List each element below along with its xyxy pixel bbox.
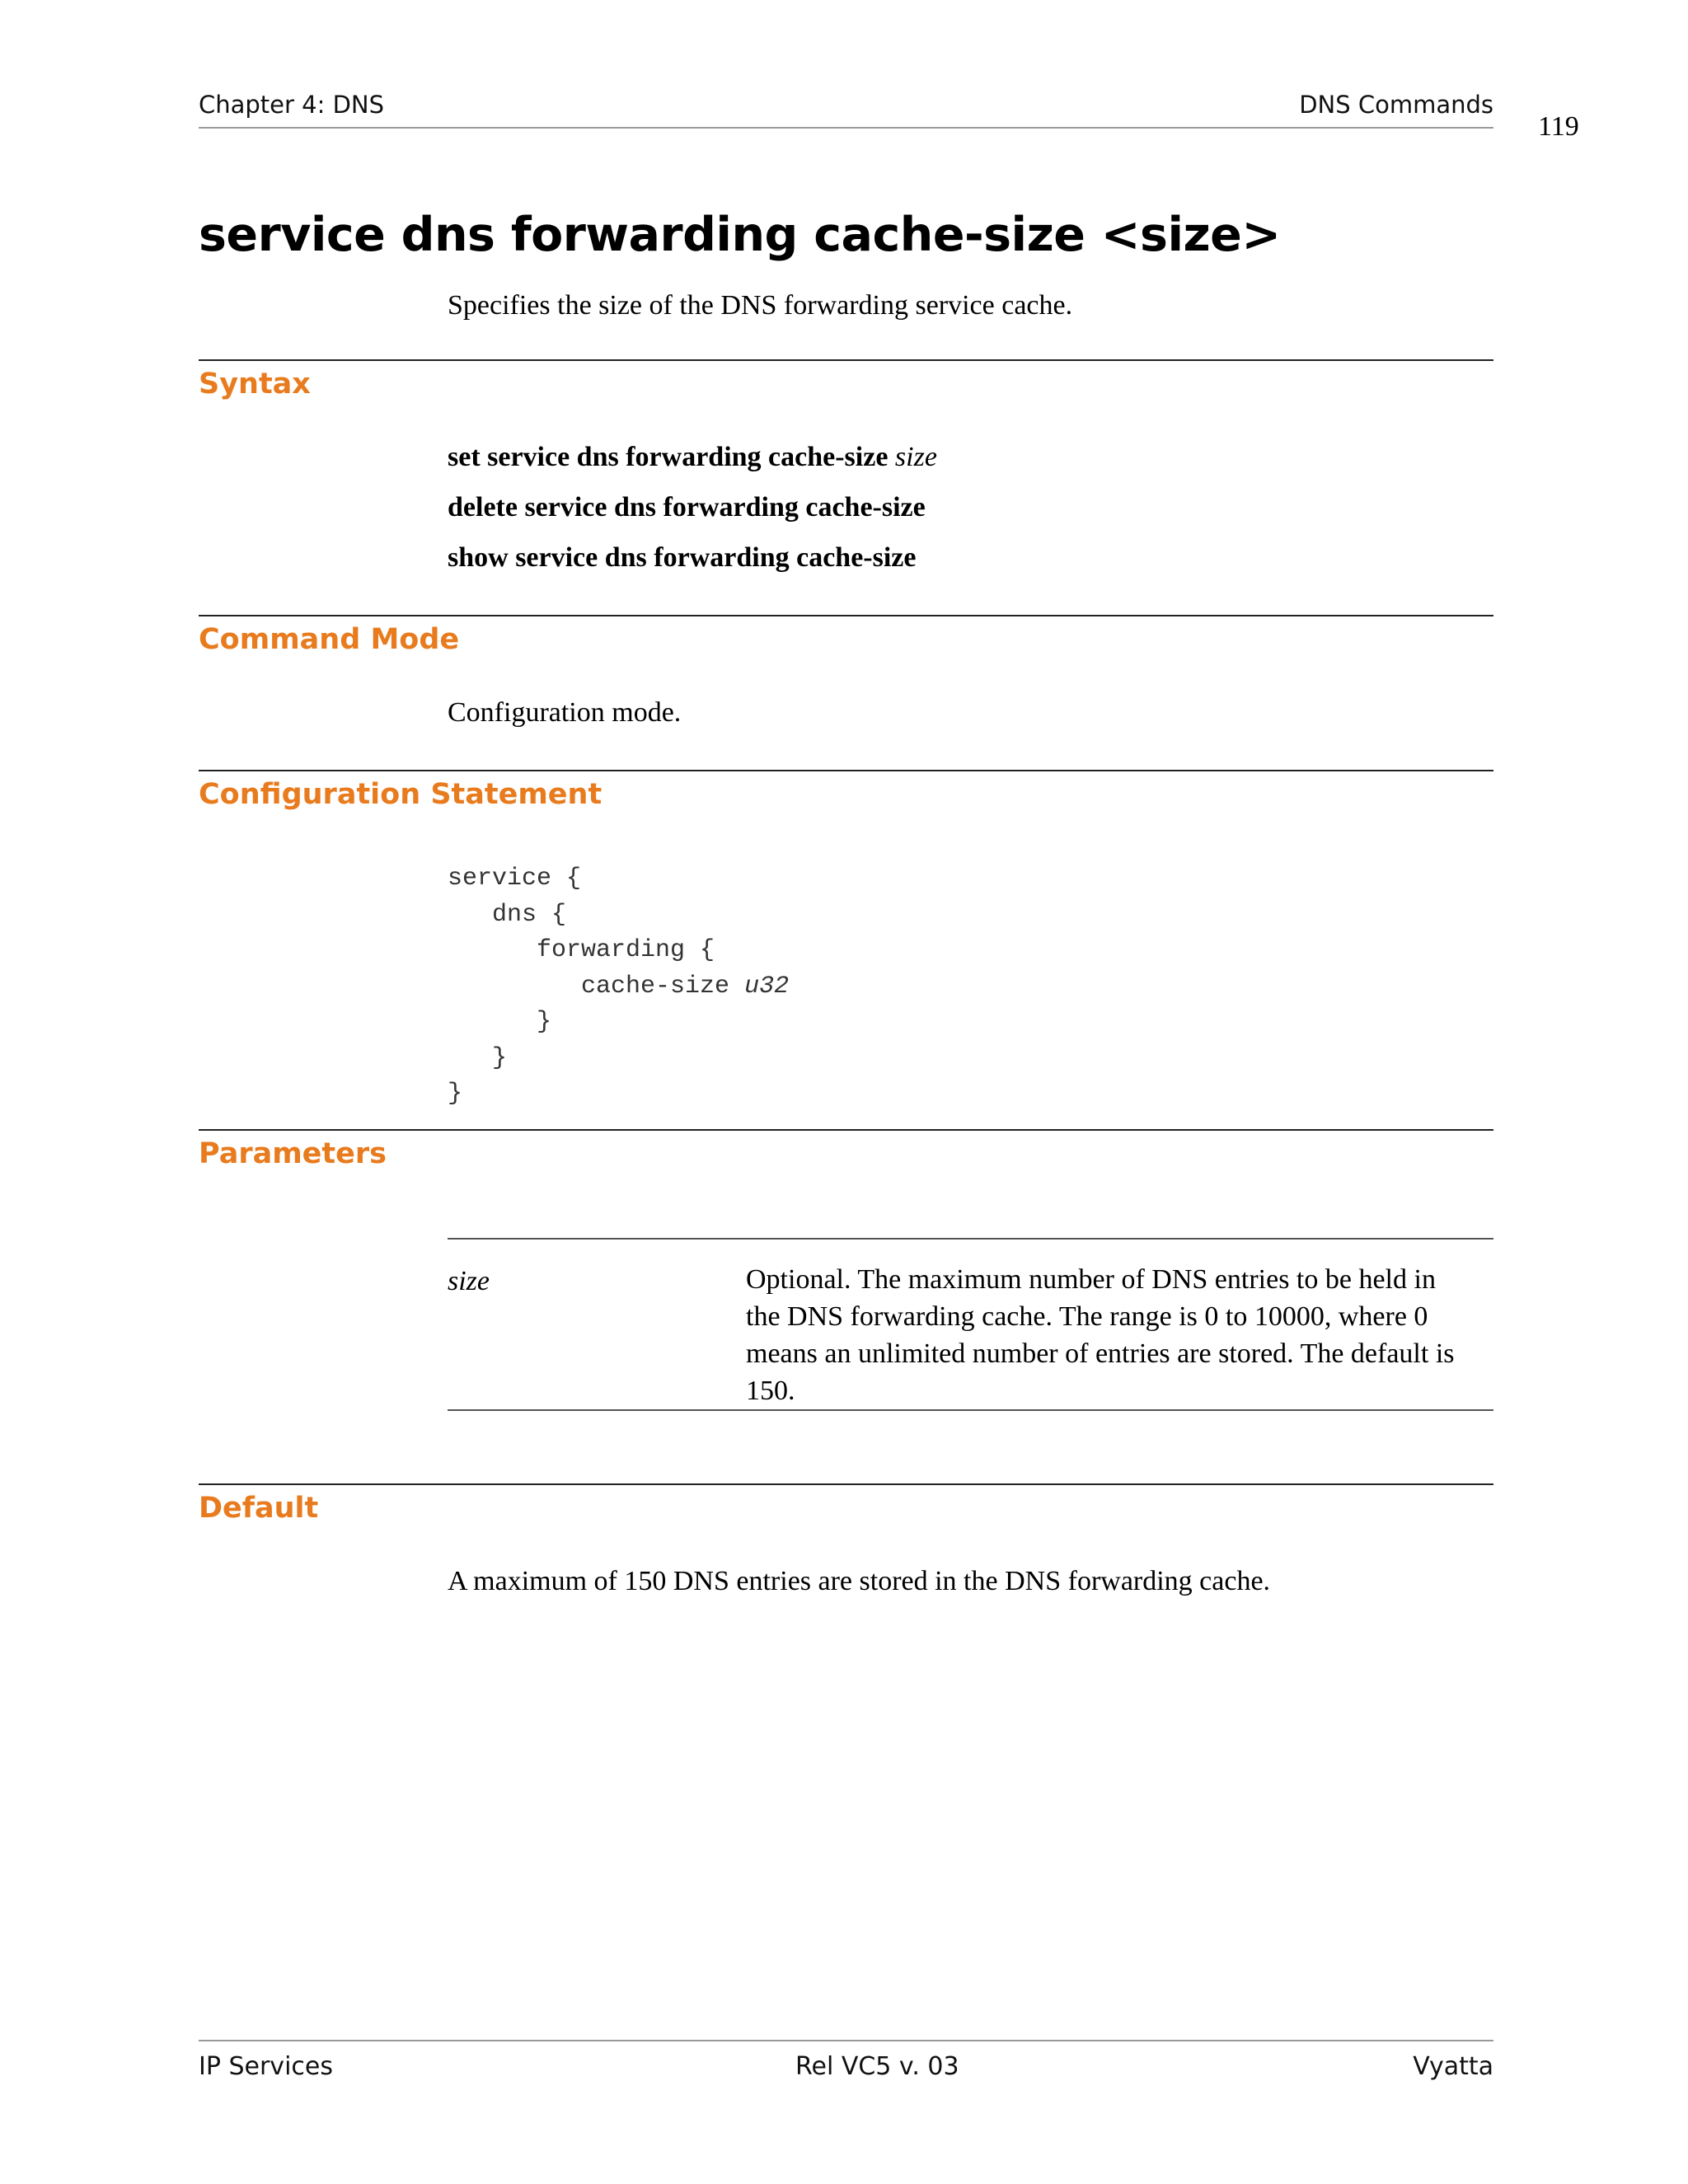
code-line: }: [448, 1080, 463, 1108]
syntax-line-show: [448, 542, 916, 574]
footer-center: Rel VC5 v. 03: [795, 2052, 959, 2081]
command-summary: Specifies the size of the DNS forwarding service cache.: [448, 290, 1073, 321]
page-number: 119: [1538, 111, 1579, 142]
section-divider-configuration: [199, 770, 1493, 771]
section-divider-syntax: [199, 359, 1493, 361]
code-line: }: [448, 1043, 508, 1072]
section-divider-command-mode: [199, 615, 1493, 616]
code-text: cache-size: [448, 972, 745, 1001]
code-line: forwarding {: [448, 936, 715, 964]
section-heading-syntax: Syntax: [199, 368, 311, 401]
section-heading-default: Default: [199, 1492, 319, 1525]
header-chapter: Chapter 4: DNS: [199, 91, 385, 119]
parameter-name: size: [448, 1266, 490, 1296]
section-divider-default: [199, 1483, 1493, 1485]
code-line: }: [448, 1008, 552, 1036]
syntax-line-set: [448, 442, 937, 473]
command-mode-text: Configuration mode.: [448, 697, 682, 728]
syntax-argument: size: [894, 442, 937, 472]
code-argument: u32: [744, 972, 790, 1001]
code-line: service {: [448, 865, 582, 893]
syntax-command: show service dns forwarding cache-size: [448, 542, 917, 573]
page-title: service dns forwarding cache-size <size>: [199, 208, 1281, 262]
syntax-command: delete service dns forwarding cache-size: [448, 492, 926, 523]
parameter-description: Optional. The maximum number of DNS entries to be held in the DNS forwarding cache. The range is 0 to 10000, where 0 means an unlimited number of entries are stored. The default is 150.: [746, 1264, 1455, 1406]
default-text: A maximum of 150 DNS entries are stored in the DNS forwarding cache.: [448, 1566, 1271, 1596]
footer-divider: [199, 2040, 1493, 2041]
code-line: dns {: [448, 900, 567, 929]
section-divider-parameters: [199, 1129, 1493, 1131]
section-heading-command-mode: Command Mode: [199, 623, 460, 656]
configuration-code-block: [448, 861, 789, 1113]
syntax-line-delete: [448, 492, 926, 523]
parameters-table-top-rule: [448, 1238, 1493, 1240]
section-heading-parameters: Parameters: [199, 1137, 387, 1170]
header-section: DNS Commands: [1299, 91, 1493, 119]
footer-right: Vyatta: [1413, 2052, 1493, 2081]
header-divider: [199, 127, 1493, 129]
footer-left: IP Services: [199, 2052, 333, 2081]
code-line-cache-size: [448, 969, 789, 1005]
parameters-table-bottom-rule: [448, 1409, 1493, 1411]
syntax-command: set service dns forwarding cache-size: [448, 442, 889, 472]
section-heading-configuration: Configuration Statement: [199, 778, 603, 811]
